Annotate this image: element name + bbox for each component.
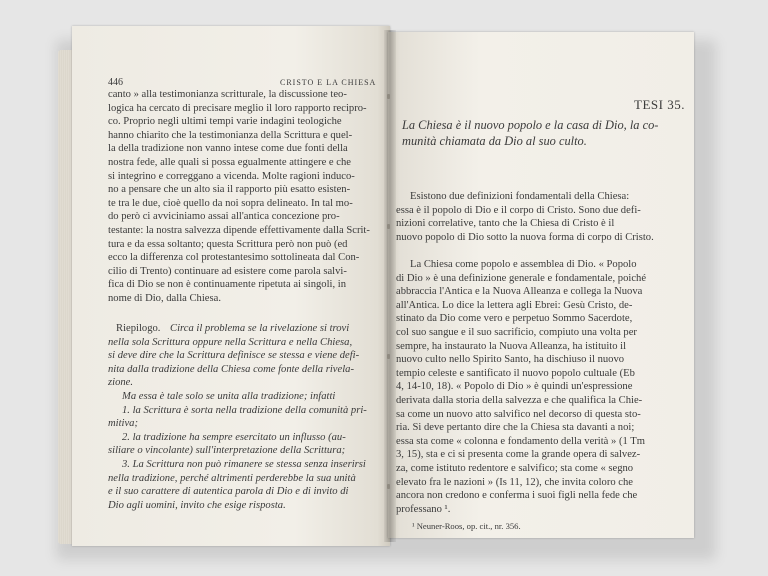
text-line: La Chiesa come popolo e assemblea di Dio. « Popolo — [410, 259, 637, 270]
footnote: ¹ Neuner-Roos, op. cit., nr. 356. — [412, 521, 521, 531]
text-line: di Dio » è una definizione generale e fondamentale, poiché — [396, 272, 647, 284]
text-line: essa è il popolo di Dio e il corpo di Cristo. Sono due defi- — [396, 204, 641, 216]
text-line: 2. la tradizione ha sempre esercitato un influsso (au- — [122, 431, 346, 443]
text-line: Circa il problema se la rivelazione si trovi — [170, 323, 350, 334]
text-line: canto » alla testimonianza scritturale, la discussione teo- — [108, 89, 347, 100]
text-line: nostra fede, alle quali si possa egualmente attingere e che — [108, 157, 351, 168]
text-line: ancora non credono e conferma i suoi figli nella fede che — [396, 490, 638, 502]
text-line: derivata dalla storia della salvezza e che qualifica la Chie- — [396, 395, 643, 406]
text-line: essa sta come « colonna e fondamento della verità » (1 Tm — [396, 435, 645, 447]
page-number: 446 — [108, 77, 123, 88]
text-line: 3. La Scrittura non può rimanere se stessa senza inserirsi — [122, 459, 366, 470]
text-line: professano ¹. — [396, 503, 451, 515]
text-line: Dio agli uomini, invito che esige risposta. — [108, 499, 286, 511]
text-line: nella sola Scrittura oppure nella Scrittura e nella Chiesa, — [108, 336, 353, 348]
text-line: ria. Si deve pertanto dire che la Chiesa sta davanti a noi; — [396, 422, 635, 434]
text-line: sa come un nuovo atto salvifico nel decorso di questa sto- — [396, 408, 641, 420]
open-book — [58, 24, 698, 546]
thesis-number: TESI 35. — [634, 97, 685, 112]
text-line: si integrino e correggano a vicenda. Molte ragioni induco- — [108, 170, 355, 182]
text-line: Esistono due definizioni fondamentali della Chiesa: — [410, 191, 630, 202]
text-line: nella tradizione, perché altrimenti perderebbe la sua unità — [108, 472, 356, 484]
running-head: CRISTO E LA CHIESA — [280, 78, 377, 87]
text-line: nita dalla tradizione della Chiesa come fonte della rivela- — [108, 363, 354, 375]
text-line: tempio celeste e santificato il nuovo popolo cultuale (Eb — [396, 367, 635, 379]
binding-stitch — [387, 354, 390, 359]
text-line: hanno chiarito che la testimonianza della Scrittura e quel- — [108, 129, 353, 141]
text-line: sempre, ha instaurato la Nuova Alleanza, ha istituito il — [396, 340, 627, 352]
text-line: mitiva; — [108, 418, 139, 430]
text-line: cilio di Trento) continuare ad esistere come parola salvi- — [108, 265, 347, 277]
text-line: tura e da essa soltanto; questa Scrittura però non può (ed — [108, 238, 348, 250]
text-line: testante: la nostra salvezza dipende effettivamente dalla Scrit- — [108, 225, 370, 236]
text-line: te tra le due, cioè quello da noi sopra delineato. In tal mo- — [108, 197, 353, 209]
text-line: all'Antica. Lo dice la lettera agli Ebrei: Gesù Cristo, de- — [396, 299, 633, 311]
binding-stitch — [387, 484, 390, 489]
text-line: no a pensare che un alto sia il rapporto più esatto esisten- — [108, 184, 351, 196]
text-line: 1. la Scrittura è sorta nella tradizione della comunità pri- — [122, 404, 367, 416]
text-line: 3, 15), sta e ci si presenta come la grande opera di salvez- — [396, 449, 641, 461]
text-line: do però ci avviciniamo assai all'antica concezione pro- — [108, 211, 340, 223]
right-page — [388, 32, 694, 538]
text-line: fica di Dio se non è continuamente ripetuta ai singoli, in — [108, 279, 347, 291]
left-page — [72, 26, 390, 546]
text-line: siliare o vincolante) sull'interpretazione della Scrittura; — [108, 445, 346, 457]
text-line: Ma essa è tale solo se unita alla tradizione; infatti — [122, 391, 336, 402]
text-line: nuovo culto nello Spirito Santo, ha dischiuso il nuovo — [396, 354, 625, 366]
book-gutter — [384, 30, 396, 542]
text-line: e il suo carattere di autentica parola di Dio e di invito di — [108, 486, 349, 498]
text-line: si deve dire che la Scrittura definisce se stessa e viene defi- — [108, 350, 360, 362]
text-line: ecco la differenza col protestantesimo sottolineata dal Con- — [108, 252, 360, 264]
text-line: abbraccia l'Antica e la Nuova Alleanza e collega la Nuova — [396, 286, 643, 298]
text-line: nizioni correlative, tanto che la Chiesa di Cristo è il — [396, 218, 615, 230]
thesis-statement-line: munità chiamata da Dio al suo culto. — [402, 133, 587, 148]
text-line: logica ha cercato di precisare meglio il loro rapporto recipro- — [108, 102, 367, 114]
text-line: elevato fra le nazioni » (Is 11, 12), che invita coloro che — [396, 476, 633, 488]
binding-stitch — [387, 94, 390, 99]
thesis-statement-line: La Chiesa è il nuovo popolo e la casa di Dio, la co- — [402, 118, 659, 132]
text-line: la della tradizione non vanno intese come due fonti della — [108, 143, 348, 155]
text-line: 4, 14-10, 18). « Popolo di Dio » è quindi un'espressione — [396, 381, 633, 393]
text-line: stinato da Dio come vero e perpetuo Sommo Sacerdote, — [396, 313, 633, 325]
text-line: col suo sangue e il suo sacrificio, compiuto una volta per — [396, 327, 637, 338]
text-line: nuovo popolo di Dio sotto la nuova forma di corpo di Cristo. — [396, 231, 654, 243]
recap-label: Riepilogo. — [116, 323, 161, 334]
text-line: zione. — [108, 377, 134, 389]
binding-stitch — [387, 224, 390, 229]
text-line: nome di Dio, dalla Chiesa. — [108, 293, 221, 304]
text-line: za, come istituto redentore e salvifico; sta come « segno — [396, 463, 634, 474]
text-line: co. Proprio negli ultimi tempi varie indagini teologiche — [108, 116, 342, 128]
